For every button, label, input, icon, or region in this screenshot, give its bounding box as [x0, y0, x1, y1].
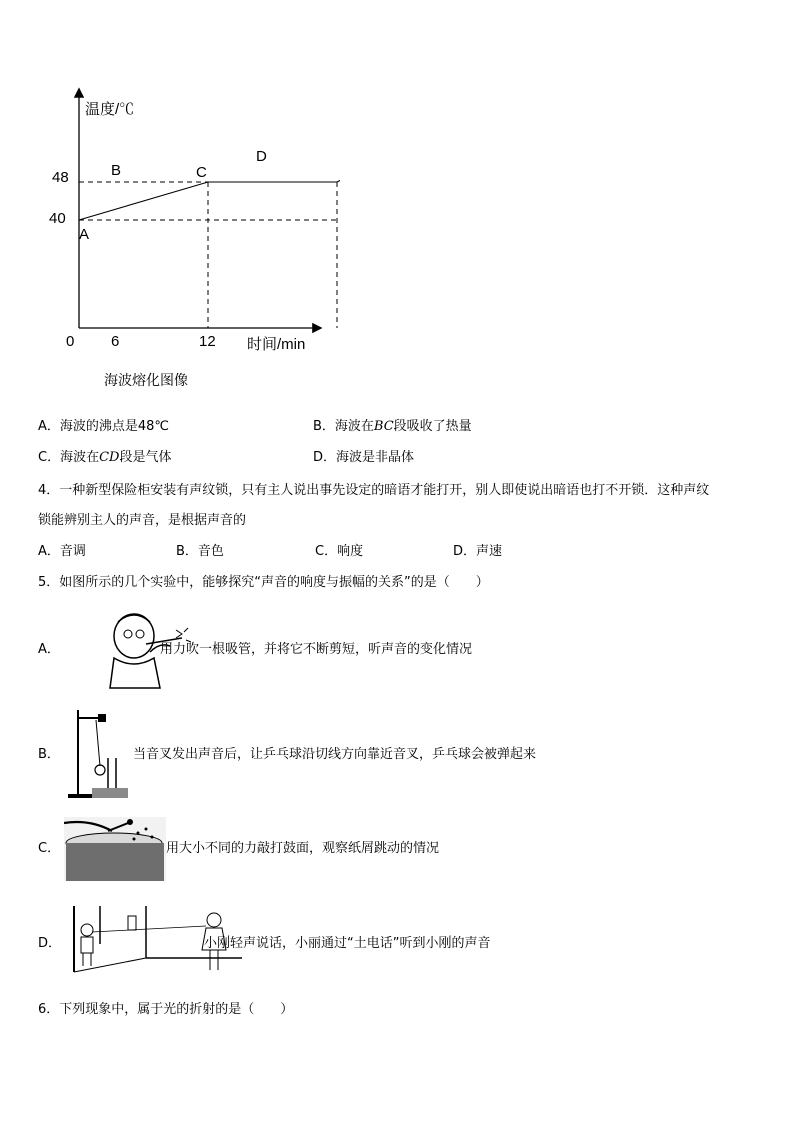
q5-option-a[interactable] — [38, 600, 738, 690]
q5-option-b-label: B． — [38, 747, 60, 762]
q5-option-c-text: 用大小不同的力敲打鼓面，观察纸屑跳动的情况 — [166, 841, 440, 856]
q5-stem: 5．如图所示的几个实验中，能够探究“声音的响度与振幅的关系”的是（ ） — [38, 575, 489, 590]
q3-option-b-text-2: 段吸收了热量 — [393, 419, 472, 434]
dashed-guides — [79, 182, 337, 328]
x-axis-label: 时间/min — [247, 336, 306, 353]
q3-option-c[interactable] — [38, 446, 171, 465]
q4-option-a[interactable]: A．音调 — [38, 544, 86, 559]
temperature-curve — [79, 149, 340, 220]
q3-option-c-text-2: 段是气体 — [119, 450, 172, 465]
q4-stem-line2: 锁能辨别主人的声音，是根据声音的 — [38, 513, 247, 528]
q4-stem-line1: 4．一种新型保险柜安装有声纹锁，只有主人说出事先设定的暗语才能打开，别人即使说出暗语也打不开锁．这种声纹 — [38, 483, 710, 498]
melting-chart — [0, 0, 340, 360]
x-tick-label: 6 — [111, 333, 120, 350]
q5-option-b-text: 当音叉发出声音后，让乒乓球沿切线方向靠近音叉，乒乓球会被弹起来 — [133, 747, 537, 762]
q5-option-d[interactable] — [38, 902, 738, 982]
q3-option-d[interactable] — [313, 446, 414, 465]
q3-option-c-text: C．海波在 — [38, 450, 100, 465]
x-tick-label: 12 — [199, 333, 216, 350]
q3-option-d-text: D．海波是非晶体 — [313, 450, 415, 465]
q5-option-a-label: A． — [38, 642, 60, 657]
q5-option-a-text: 用力吹一根吸管，并将它不断剪短，听声音的变化情况 — [160, 642, 473, 657]
q5-option-c[interactable] — [38, 815, 738, 885]
q3-option-a[interactable] — [38, 415, 169, 434]
drum-paper-scraps-image — [64, 817, 166, 881]
y-axis-label: 温度/℃ — [85, 101, 135, 118]
q4-option-b[interactable]: B．音色 — [176, 544, 224, 559]
q3-option-b[interactable] — [313, 415, 472, 434]
q4-option-c[interactable]: C．响度 — [315, 544, 364, 559]
q5-option-b[interactable] — [38, 700, 738, 800]
point-label-c: C — [196, 164, 207, 181]
q3-option-a-text: A．海波的沸点是48℃ — [38, 419, 170, 434]
q3-option-b-segment: BC — [373, 419, 394, 434]
q5-option-c-label: C． — [38, 841, 61, 856]
q6-stem: 6．下列现象中，属于光的折射的是（ ） — [38, 1002, 294, 1017]
x-tick-label: 0 — [66, 333, 75, 350]
q5-option-d-text: 小刚轻声说话，小丽通过“土电话”听到小刚的声音 — [204, 936, 491, 951]
q3-option-b-text: B．海波在 — [313, 419, 374, 434]
q5-option-d-label: D． — [38, 936, 62, 951]
point-label-a: A — [79, 226, 90, 243]
chart-caption: 海波熔化图像 — [104, 373, 188, 389]
y-tick-label: 40 — [49, 210, 66, 227]
y-tick-label: 48 — [52, 169, 69, 186]
q3-option-c-segment: CD — [99, 450, 120, 465]
chart-svg — [0, 0, 340, 360]
q4-option-d[interactable]: D．声速 — [453, 544, 503, 559]
point-label-d: D — [256, 148, 267, 165]
point-label-b: B — [111, 162, 122, 179]
